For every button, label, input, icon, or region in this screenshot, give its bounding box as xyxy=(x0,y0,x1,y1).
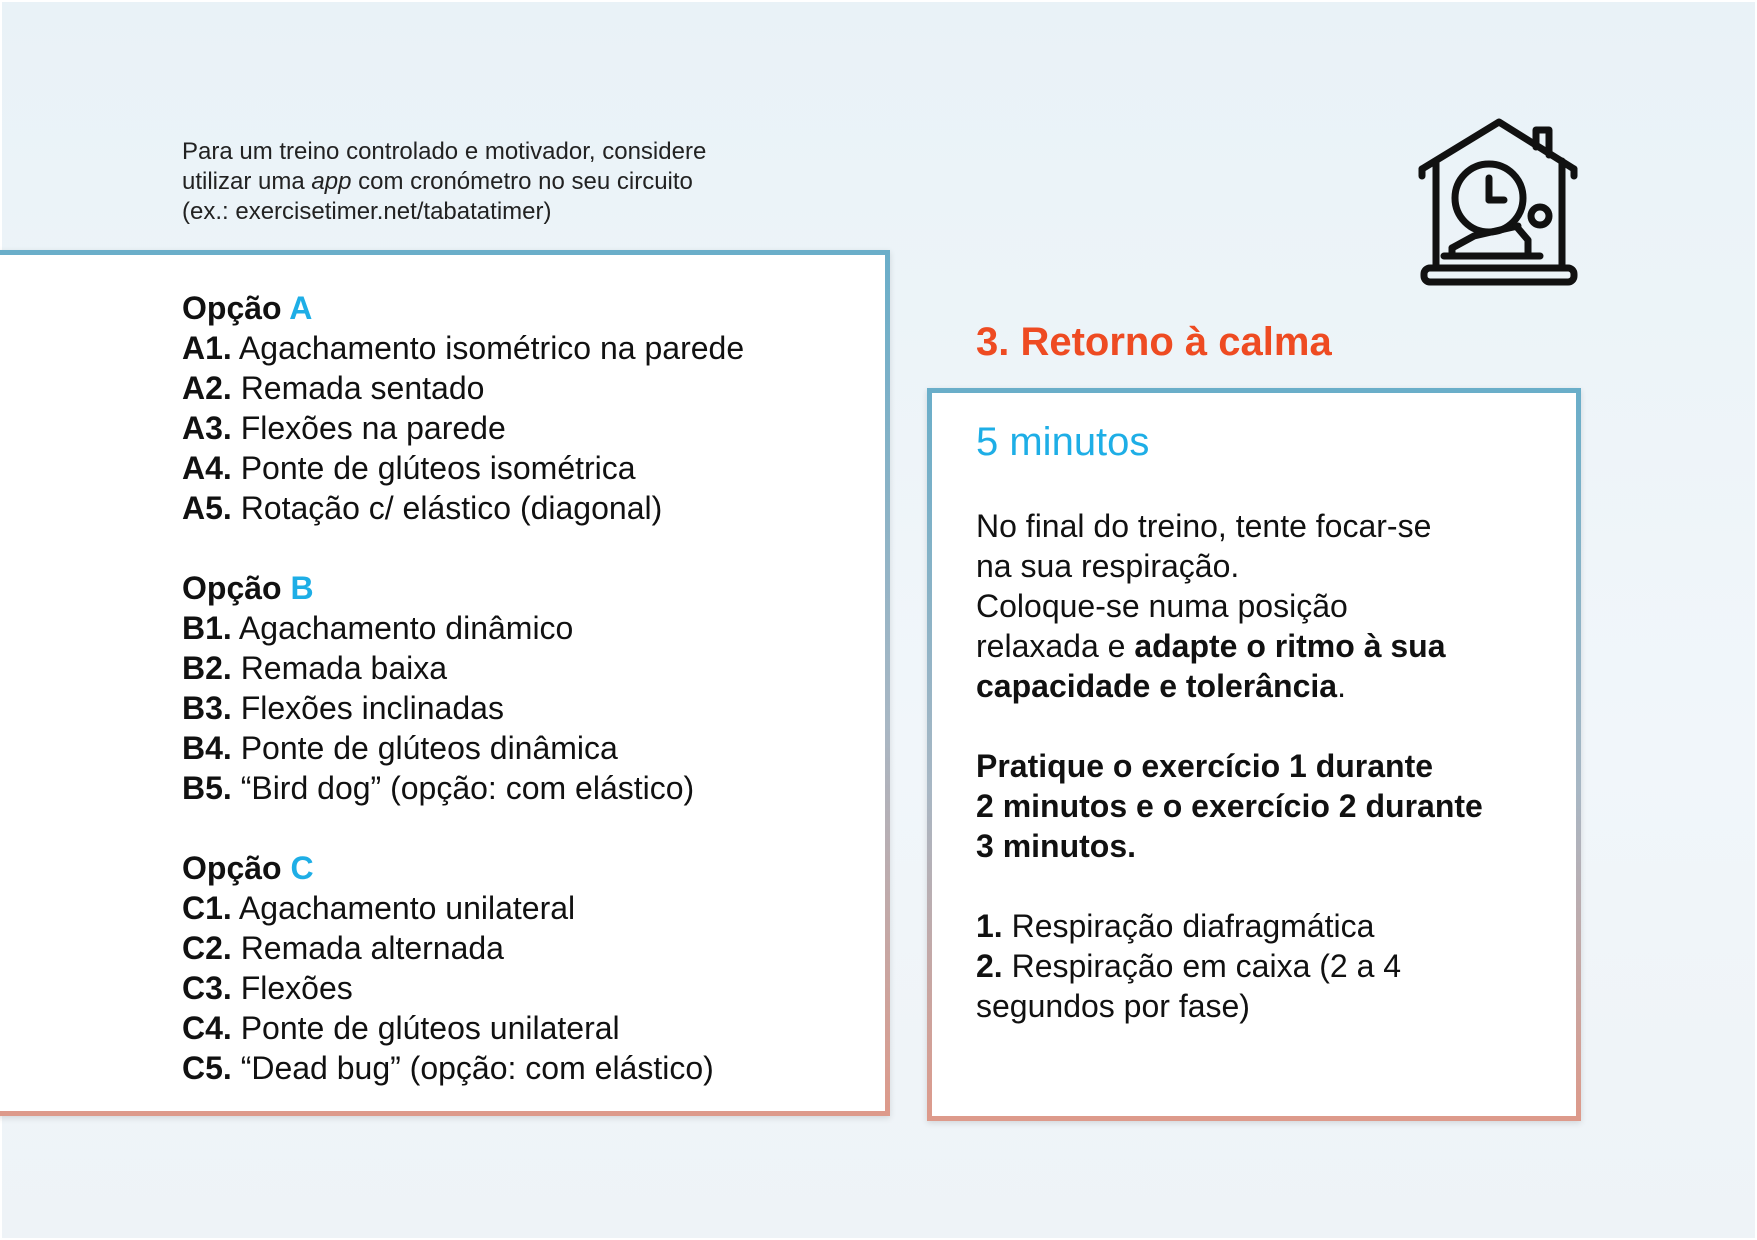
exercise-text: Ponte de glúteos dinâmica xyxy=(231,730,618,766)
exercise-text: Remada baixa xyxy=(231,650,448,686)
exercise-code: B4. xyxy=(182,730,232,766)
text-line: Coloque-se numa posição xyxy=(976,588,1348,624)
exercise-code: B2. xyxy=(182,650,232,686)
exercise-text: Ponte de glúteos isométrica xyxy=(231,450,636,486)
intro-app-word: app xyxy=(311,168,352,195)
option-letter: C xyxy=(290,850,314,886)
exercise-item xyxy=(182,768,882,808)
exercise-item xyxy=(182,608,882,648)
exercise-item xyxy=(182,488,882,528)
breathing-exercises xyxy=(976,906,1556,1026)
exercise-item xyxy=(182,968,882,1008)
exercise-code: C1. xyxy=(182,890,232,926)
cooldown-content xyxy=(976,418,1556,1026)
exercise-item xyxy=(182,728,882,768)
exercise-text: Respiração diafragmática xyxy=(1002,908,1375,944)
exercise-code: A2. xyxy=(182,370,232,406)
intro-line-3: (ex.: exercisetimer.net/tabatatimer) xyxy=(182,198,552,225)
exercise-line xyxy=(976,906,1556,946)
text-line xyxy=(976,746,1556,786)
exercise-code: B1. xyxy=(182,610,232,646)
text-normal: relaxada e xyxy=(976,628,1135,664)
exercise-number: 2. xyxy=(976,948,1003,984)
intro-line-2 xyxy=(182,167,822,197)
exercise-text: Agachamento dinâmico xyxy=(231,610,574,646)
text-line xyxy=(976,826,1556,866)
exercise-text: Respiração em caixa (2 a 4 xyxy=(1002,948,1402,984)
exercise-text: Agachamento unilateral xyxy=(231,890,576,926)
exercise-code: C3. xyxy=(182,970,232,1006)
exercise-item xyxy=(182,888,882,928)
text-line xyxy=(976,786,1556,826)
option-c xyxy=(182,848,882,1088)
exercise-item xyxy=(182,328,882,368)
instructions-paragraph xyxy=(976,506,1556,706)
text-bold: 3 minutos. xyxy=(976,828,1137,864)
option-prefix: Opção xyxy=(182,570,291,606)
option-a xyxy=(182,288,882,528)
section-title: 3. Retorno à calma xyxy=(976,320,1332,364)
duration-label: 5 minutos xyxy=(976,420,1150,464)
text-bold: Pratique o exercício 1 durante xyxy=(976,748,1434,784)
exercise-text: Rotação c/ elástico (diagonal) xyxy=(231,490,663,526)
text-bold: adapte o ritmo à sua xyxy=(1134,628,1446,664)
option-letter: A xyxy=(289,290,313,326)
exercise-code: C5. xyxy=(182,1050,232,1086)
practice-paragraph xyxy=(976,746,1556,866)
spacer xyxy=(976,866,1556,906)
text-line xyxy=(976,666,1556,706)
option-prefix: Opção xyxy=(182,290,290,326)
option-title xyxy=(182,288,882,328)
option-title xyxy=(182,848,882,888)
exercise-text: Remada alternada xyxy=(231,930,504,966)
exercise-line xyxy=(976,946,1556,986)
exercise-item xyxy=(182,928,882,968)
intro-line-2-start: utilizar uma xyxy=(182,168,312,195)
exercise-item xyxy=(182,688,882,728)
exercise-item xyxy=(182,448,882,488)
exercise-item xyxy=(182,1048,882,1088)
exercise-text: Flexões na parede xyxy=(231,410,506,446)
exercise-item xyxy=(182,368,882,408)
exercise-text: Remada sentado xyxy=(231,370,485,406)
exercise-code: A1. xyxy=(182,330,232,366)
exercise-code: B3. xyxy=(182,690,232,726)
exercise-item xyxy=(182,648,882,688)
spacer xyxy=(976,706,1556,746)
workout-options xyxy=(182,288,882,1128)
text-bold: capacidade e tolerância xyxy=(976,668,1338,704)
exercise-code: C4. xyxy=(182,1010,232,1046)
exercise-text: Agachamento isométrico na parede xyxy=(231,330,745,366)
intro-note xyxy=(182,137,822,227)
exercise-item xyxy=(182,408,882,448)
exercise-code: B5. xyxy=(182,770,232,806)
intro-line-2-end: com cronómetro no seu circuito xyxy=(351,168,693,195)
home-workout-clock-icon xyxy=(1416,116,1582,292)
exercise-code: C2. xyxy=(182,930,232,966)
option-letter: B xyxy=(290,570,314,606)
exercise-text: Flexões xyxy=(231,970,353,1006)
option-title xyxy=(182,568,882,608)
exercise-code: A4. xyxy=(182,450,232,486)
option-b xyxy=(182,568,882,808)
exercise-number: 1. xyxy=(976,908,1003,944)
option-prefix: Opção xyxy=(182,850,291,886)
exercise-text: “Dead bug” (opção: com elástico) xyxy=(231,1050,714,1086)
exercise-code: A3. xyxy=(182,410,232,446)
text-line xyxy=(976,626,1556,666)
exercise-text: Ponte de glúteos unilateral xyxy=(231,1010,620,1046)
text-line: No final do treino, tente focar-se xyxy=(976,508,1432,544)
exercise-text: “Bird dog” (opção: com elástico) xyxy=(231,770,695,806)
text-bold: 2 minutos e o exercício 2 durante xyxy=(976,788,1483,824)
exercise-code: A5. xyxy=(182,490,232,526)
exercise-line: segundos por fase) xyxy=(976,988,1250,1024)
exercise-text: Flexões inclinadas xyxy=(231,690,504,726)
text-line: na sua respiração. xyxy=(976,548,1240,584)
intro-line-1: Para um treino controlado e motivador, considere xyxy=(182,138,707,165)
exercise-item xyxy=(182,1008,882,1048)
text-normal: . xyxy=(1337,668,1346,704)
